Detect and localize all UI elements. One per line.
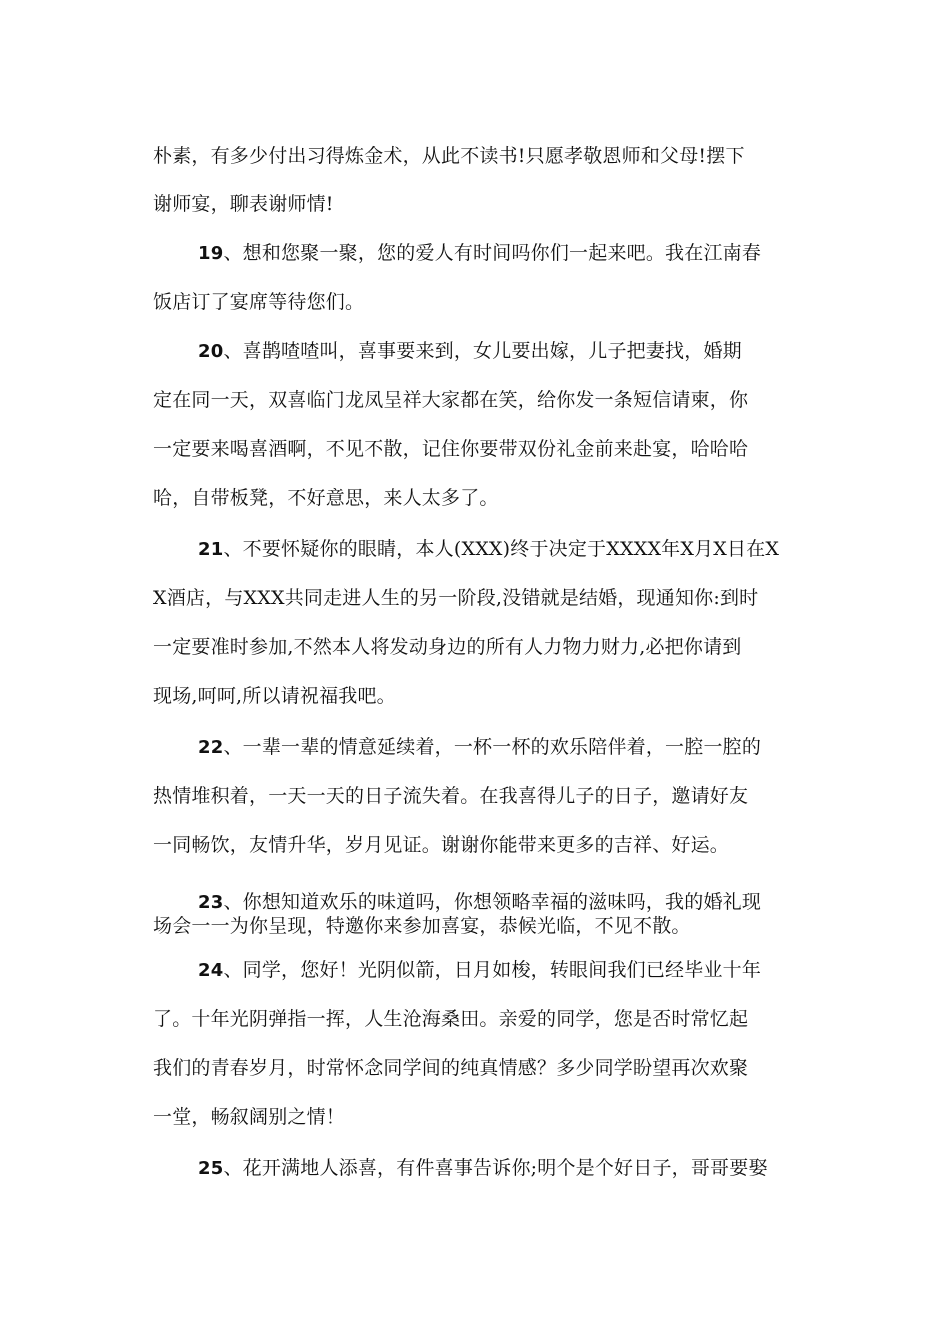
text-line: 哈，自带板凳，不好意思，来人太多了。 xyxy=(153,487,499,509)
text-line: 、同学，您好！光阴似箭，日月如梭，转眼间我们已经毕业十年 xyxy=(223,959,762,981)
text-line: 一同畅饮，友情升华，岁月见证。谢谢你能带来更多的吉祥、好运。 xyxy=(153,834,730,856)
text-line: 饭店订了宴席等待您们。 xyxy=(153,291,365,313)
text-line: 、想和您聚一聚，您的爱人有时间吗你们一起来吧。我在江南春 xyxy=(223,242,762,264)
item-number: 25 xyxy=(198,1158,224,1179)
text-line: 、花开满地人添喜，有件喜事告诉你;明个是个好日子，哥哥要娶 xyxy=(223,1157,768,1179)
text-line: 朴素，有多少付出习得炼金术，从此不读书!只愿孝敬恩师和父母!摆下 xyxy=(153,145,745,167)
paragraph-25-first-line xyxy=(198,1156,858,1180)
paragraph-21-first-line xyxy=(198,537,858,561)
paragraph-22-first-line xyxy=(198,735,858,759)
item-number: 23 xyxy=(198,892,224,913)
text-line: 、你想知道欢乐的味道吗，你想领略幸福的滋味吗，我的婚礼现 xyxy=(223,891,762,913)
item-number: 19 xyxy=(198,243,224,264)
paragraph-19-first-line xyxy=(198,241,858,265)
text-line: X酒店，与XXX共同走进人生的另一阶段,没错就是结婚，现通知你:到时 xyxy=(153,587,759,609)
text-line: 现场,呵呵,所以请祝福我吧。 xyxy=(153,685,396,707)
paragraph-20-first-line xyxy=(198,339,858,363)
text-line: 、喜鹊喳喳叫，喜事要来到，女儿要出嫁，儿子把妻找，婚期 xyxy=(223,340,742,362)
text-line: 热情堆积着，一天一天的日子流失着。在我喜得儿子的日子，邀请好友 xyxy=(153,785,749,807)
text-line: 场会一一为你呈现，特邀你来参加喜宴，恭候光临，不见不散。 xyxy=(153,915,691,937)
item-number: 22 xyxy=(198,737,224,758)
paragraph-24-first-line xyxy=(198,958,858,982)
text-line: 一堂，畅叙阔别之情！ xyxy=(153,1106,346,1128)
item-number: 24 xyxy=(198,960,224,981)
text-line: 一定要来喝喜酒啊，不见不散，记住你要带双份礼金前来赴宴，哈哈哈 xyxy=(153,438,749,460)
text-line: 了。十年光阴弹指一挥，人生沧海桑田。亲爱的同学，您是否时常忆起 xyxy=(153,1008,749,1030)
item-number: 20 xyxy=(198,341,224,362)
text-line: 谢师宴，聊表谢师情! xyxy=(153,193,334,215)
text-line: 我们的青春岁月，时常怀念同学间的纯真情感？多少同学盼望再次欢聚 xyxy=(153,1057,749,1079)
text-line: 、不要怀疑你的眼睛，本人(XXX)终于决定于XXXX年X月X日在X xyxy=(223,538,780,560)
text-line: 定在同一天，双喜临门龙凤呈祥大家都在笑，给你发一条短信请柬，你 xyxy=(153,389,749,411)
text-line: 、一辈一辈的情意延续着，一杯一杯的欢乐陪伴着，一腔一腔的 xyxy=(223,736,762,758)
text-line: 一定要准时参加,不然本人将发动身边的所有人力物力财力,必把你请到 xyxy=(153,636,742,658)
item-number: 21 xyxy=(198,539,224,560)
paragraph-23-first-line xyxy=(198,890,858,914)
